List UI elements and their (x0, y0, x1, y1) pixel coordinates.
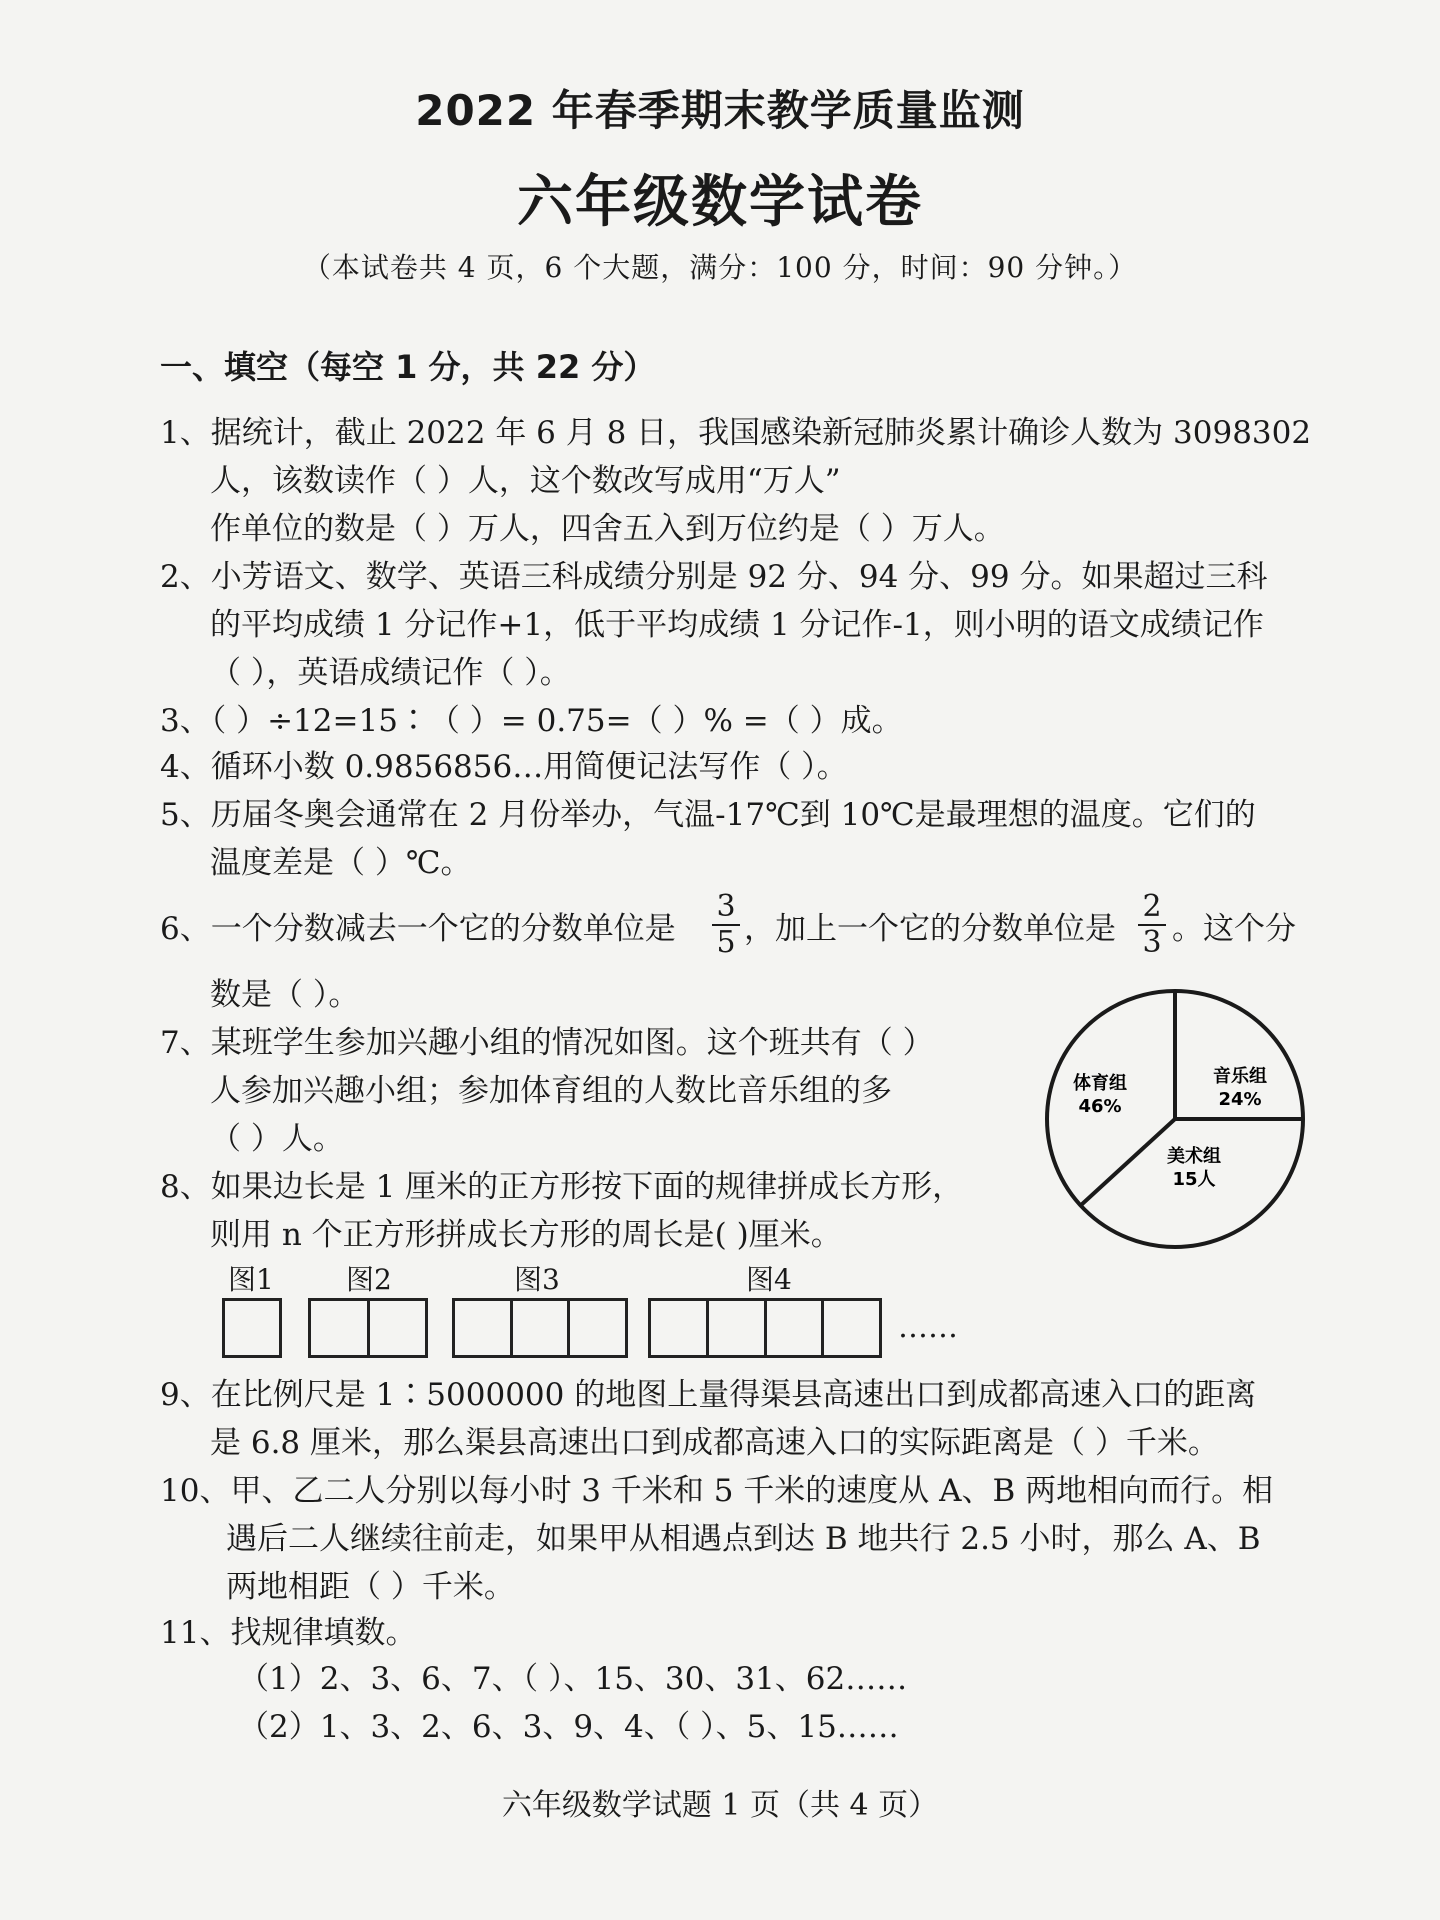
question-1-line-1: 1、据统计，截止 2022 年 6 月 8 日，我国感染新冠肺炎累计确诊人数为 3098302 (160, 415, 1312, 451)
figure-4-label: 图4 (746, 1263, 792, 1296)
pie-label-art: 美术组 (1167, 1146, 1221, 1167)
fraction-denominator: 5 (712, 924, 740, 960)
question-11-part-1: （1）2、3、6、7、（ ）、15、30、31、62…… (238, 1661, 908, 1697)
question-2-line-1: 2、小芳语文、数学、英语三科成绩分别是 92 分、94 分、99 分。如果超过三科 (160, 559, 1268, 595)
question-6-line-2: 数是（ ）。 (210, 977, 360, 1013)
question-10-line-1: 10、甲、乙二人分别以每小时 3 千米和 5 千米的速度从 A、B 两地相向而行。相 (160, 1473, 1274, 1509)
fraction-denominator: 3 (1138, 924, 1166, 960)
question-4: 4、循环小数 0.9856856…用简便记法写作（ ）。 (160, 749, 848, 785)
question-7-line-1: 7、某班学生参加兴趣小组的情况如图。这个班共有（ ） (160, 1025, 934, 1061)
pie-label-music: 音乐组 (1213, 1066, 1267, 1087)
question-1-line-3: 作单位的数是（ ）万人，四舍五入到万位约是（ ）万人。 (210, 511, 1005, 547)
square-cell (311, 1301, 370, 1355)
question-9-line-2: 是 6.8 厘米，那么渠县高速出口到成都高速入口的实际距离是（ ）千米。 (210, 1425, 1219, 1461)
fraction-numerator: 3 (716, 889, 736, 924)
question-8-line-1: 8、如果边长是 1 厘米的正方形按下面的规律拼成长方形， (160, 1169, 964, 1205)
figure-ellipsis: …… (898, 1310, 958, 1345)
square-cell (455, 1301, 513, 1355)
square-cell (709, 1301, 767, 1355)
square-cell (651, 1301, 709, 1355)
interest-group-pie-chart (1040, 984, 1310, 1254)
question-8-line-2: 则用 n 个正方形拼成长方形的周长是( )厘米。 (210, 1217, 842, 1253)
square-cell (370, 1301, 426, 1355)
question-11: 11、找规律填数。 (160, 1615, 417, 1651)
pie-divider-lower-left (1080, 1119, 1175, 1206)
question-3: 3、（ ）÷12=15∶（ ）= 0.75=（ ）% =（ ）成。 (160, 703, 903, 739)
exam-title-line1: 2022 年春季期末教学质量监测 (415, 86, 1025, 135)
exam-title-line2: 六年级数学试卷 (517, 169, 923, 235)
pie-value-sports: 46% (1078, 1096, 1122, 1117)
question-5-line-1: 5、历届冬奥会通常在 2 月份举办，气温-17℃到 10℃是最理想的温度。它们的 (160, 797, 1256, 833)
square-cell (767, 1301, 825, 1355)
question-6-part-3: 。这个分 (1172, 911, 1296, 947)
figure-2-squares (308, 1298, 428, 1358)
figure-1-label: 图1 (228, 1263, 274, 1296)
question-10-line-2: 遇后二人继续往前走，如果甲从相遇点到达 B 地共行 2.5 小时，那么 A、B (226, 1521, 1261, 1557)
page-footer: 六年级数学试题 1 页（共 4 页） (501, 1788, 939, 1823)
square-cell (513, 1301, 571, 1355)
square-cell (225, 1301, 279, 1355)
fraction-three-fifths (712, 890, 740, 960)
fraction-numerator: 2 (1142, 889, 1162, 924)
question-5-line-2: 温度差是（ ）℃。 (210, 845, 472, 881)
question-6-part-2: ，加上一个它的分数单位是 (744, 911, 1116, 947)
pie-value-music: 24% (1218, 1089, 1262, 1110)
square-cell (570, 1301, 625, 1355)
question-1-line-2: 人，该数读作（ ）人，这个数改写成用“万人” (210, 463, 841, 499)
question-11-part-2: （2）1、3、2、6、3、9、4、（ ）、5、15…… (238, 1709, 899, 1745)
question-10-line-3: 两地相距（ ）千米。 (226, 1569, 515, 1605)
question-7-line-2: 人参加兴趣小组；参加体育组的人数比音乐组的多 (210, 1073, 892, 1109)
question-6-part-1: 6、一个分数减去一个它的分数单位是 (160, 911, 676, 947)
question-9-line-1: 9、在比例尺是 1∶5000000 的地图上量得渠县高速出口到成都高速入口的距离 (160, 1377, 1257, 1413)
figure-3-label: 图3 (514, 1263, 560, 1296)
question-2-line-2: 的平均成绩 1 分记作+1，低于平均成绩 1 分记作-1，则小明的语文成绩记作 (210, 607, 1264, 643)
figure-3-squares (452, 1298, 628, 1358)
figure-2-label: 图2 (346, 1263, 392, 1296)
square-cell (824, 1301, 879, 1355)
question-2-line-3: （ ），英语成绩记作（ ）。 (210, 655, 571, 691)
pie-value-art: 15人 (1172, 1169, 1216, 1190)
question-7-line-3: （ ）人。 (210, 1121, 344, 1157)
pie-label-sports: 体育组 (1073, 1073, 1127, 1094)
figure-1-squares (222, 1298, 282, 1358)
figure-4-squares (648, 1298, 882, 1358)
section-heading: 一、填空（每空 1 分，共 22 分） (160, 348, 656, 386)
exam-subtitle: （本试卷共 4 页，6 个大题，满分：100 分，时间：90 分钟。） (302, 251, 1138, 284)
fraction-two-thirds (1138, 890, 1166, 960)
